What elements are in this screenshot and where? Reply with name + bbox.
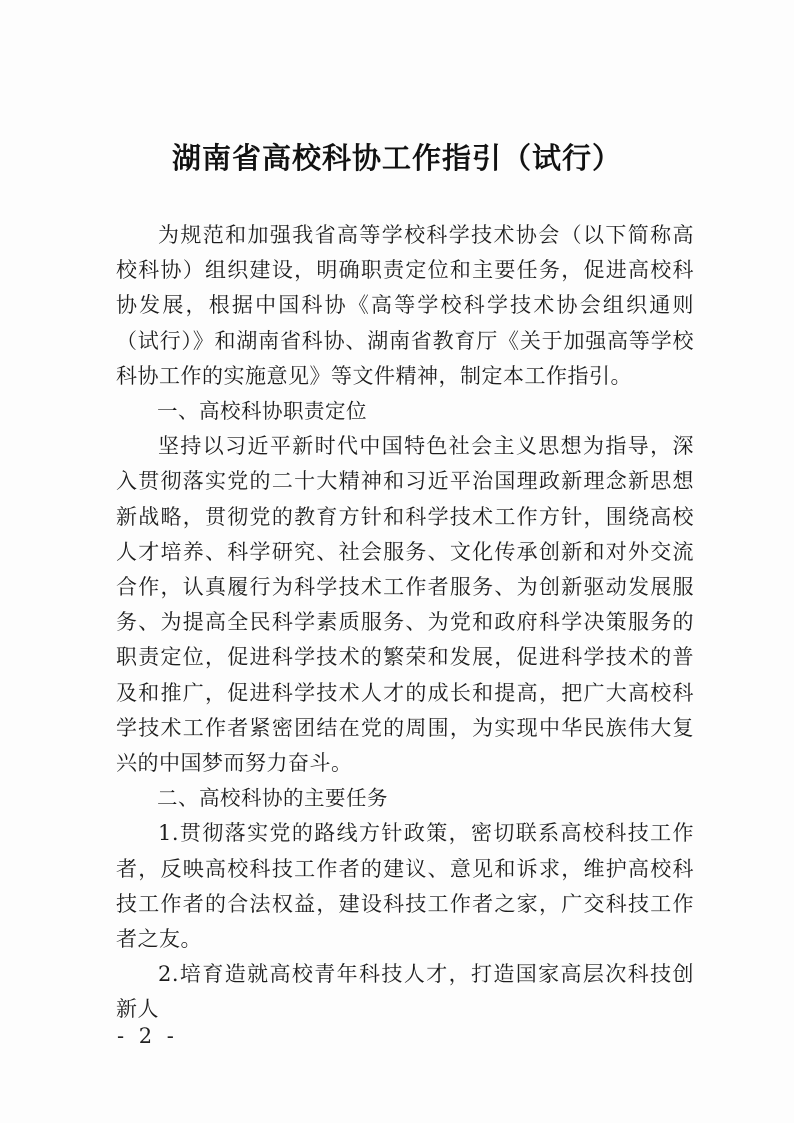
paragraph-task-1: 1.贯彻落实党的路线方针政策，密切联系高校科技工作者，反映高校科技工作者的建议、意见和诉求，维护高校科技工作者的合法权益，建设科技工作者之家，广交科技工作者之友。 [116,821,694,952]
page-number: - 2 - [117,1024,178,1048]
paragraph-task-2: 2.培育造就高校青年科技人才，打造国家高层次科技创新人 [116,962,694,1022]
section-heading-2: 二、高校科协的主要任务 [157,786,388,811]
document-title: 湖南省高校科协工作指引（试行） [171,141,622,175]
paragraph-intro: 为规范和加强我省高等学校科学技术协会（以下简称高校科协）组织建设，明确职责定位和主要任务，促进高校科协发展，根据中国科协《高等学校科学技术协会组织通则（试行）》和湖南省科协、湖南省教育厅《关于加强高等学校科协工作的实施意见》等文件精神，制定本工作指引。 [116,223,694,388]
paragraph-section-1: 坚持以习近平新时代中国特色社会主义思想为指导，深入贯彻落实党的二十大精神和习近平治国理政新理念新思想新战略，贯彻党的教育方针和科学技术工作方针，围绕高校人才培养、科学研究、社会服务、文化传承创新和对外交流合作，认真履行为科学技术工作者服务、为创新驱动发展服务、为提高全民科学素质服务、为党和政府科学决策服务的职责定位，促进科学技术的繁荣和发展，促进科学技术的普及和推广，促进科学技术人才的成长和提高，把广大高校科学技术工作者紧密团结在党的周围，为实现中华民族伟大复兴的中国梦而努力奋斗。 [116,434,694,776]
document-body [116,218,694,1028]
section-heading-1: 一、高校科协职责定位 [157,399,367,424]
